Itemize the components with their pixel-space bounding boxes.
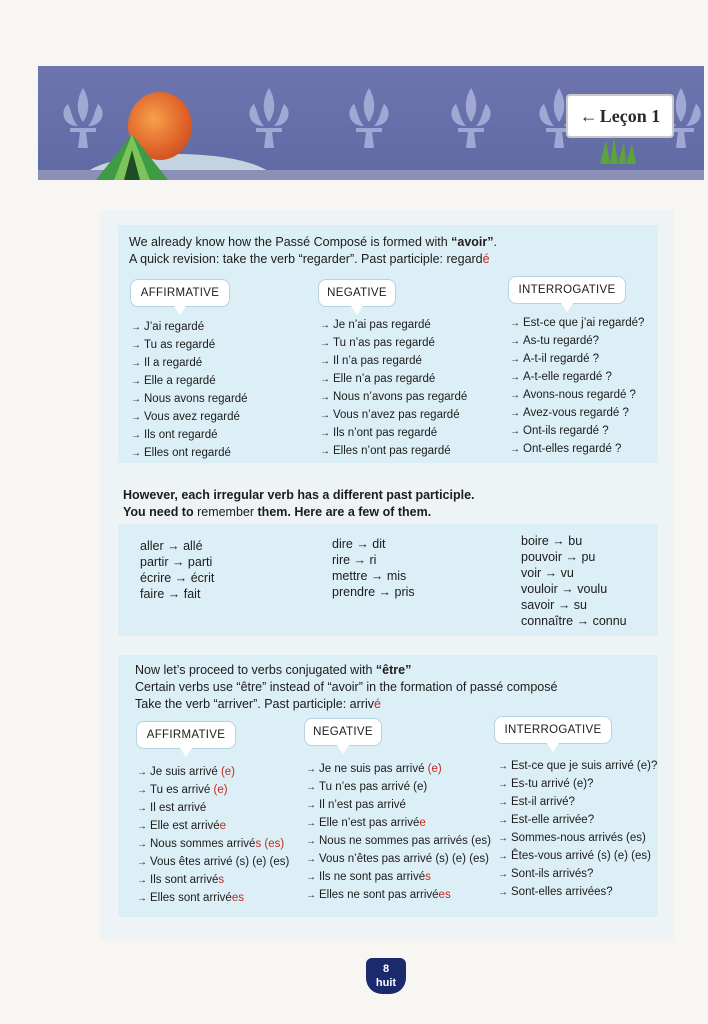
- conjugation-row: [320, 388, 467, 406]
- arrow-right-icon: →: [137, 875, 147, 886]
- conjugation-text: Elle n’a pas regardé: [333, 373, 436, 385]
- conjugation-text: Elles ont regardé: [144, 447, 231, 459]
- conjugation-row: [306, 868, 491, 886]
- conjugation-row: [498, 847, 657, 865]
- conjugation-row: [320, 370, 467, 388]
- irregular-heading: [123, 487, 475, 521]
- conjugation-text: Nous sommes arrivé: [150, 838, 256, 850]
- arrow-right-icon: →: [510, 372, 520, 383]
- conjugation-row: [137, 763, 289, 781]
- intro-bold: “être”: [375, 663, 412, 677]
- conjugation-row: [306, 814, 491, 832]
- participles-col-1: [140, 538, 214, 602]
- etre-affirmative-list: [137, 763, 289, 907]
- intro-text: Now let’s proceed to verbs conjugated with: [135, 663, 376, 677]
- participle-pair: faire → fait: [140, 587, 201, 601]
- conjugation-text: As-tu regardé?: [523, 335, 600, 347]
- arrow-right-icon: →: [137, 803, 147, 814]
- conjugation-row: [137, 871, 289, 889]
- conjugation-row: [131, 336, 248, 354]
- conjugation-text: Nous avons regardé: [144, 393, 248, 405]
- conjugation-row: [498, 829, 657, 847]
- arrow-right-icon: →: [320, 338, 330, 349]
- arrow-right-icon: →: [320, 374, 330, 385]
- arrow-right-icon: →: [510, 426, 520, 437]
- conjugation-text: Êtes-vous arrivé (s) (e) (es): [511, 850, 651, 862]
- conjugation-row: [320, 334, 467, 352]
- conjugation-text: Est-elle arrivée?: [511, 814, 595, 826]
- arrow-right-icon: →: [498, 761, 508, 772]
- conjugation-text: Elle est arrivé: [150, 820, 220, 832]
- conjugation-text: Je n’ai pas regardé: [333, 319, 431, 331]
- participle-pair: rire → ri: [332, 553, 377, 567]
- conjugation-text: Ils sont arrivé: [150, 874, 219, 886]
- arrow-right-icon: →: [320, 446, 330, 457]
- arrow-right-icon: →: [137, 785, 147, 796]
- agreement-ending: s: [218, 874, 225, 886]
- conjugation-row: [131, 390, 248, 408]
- conjugation-row: [320, 424, 467, 442]
- arrow-right-icon: →: [131, 340, 141, 351]
- conjugation-row: [306, 778, 491, 796]
- arrow-right-icon: →: [137, 839, 147, 850]
- conjugation-text: Tu es arrivé: [150, 784, 214, 796]
- conjugation-text: Avez-vous regardé ?: [523, 407, 629, 419]
- arrow-right-icon: →: [320, 392, 330, 403]
- heading-text: remember: [197, 505, 255, 519]
- conjugation-text: Es-tu arrivé (e)?: [511, 778, 594, 790]
- tent-icon: [92, 130, 172, 182]
- arrow-right-icon: →: [306, 836, 316, 847]
- arrow-right-icon: →: [498, 779, 508, 790]
- arrow-right-icon: →: [510, 336, 520, 347]
- heading-text: You need to: [123, 505, 198, 519]
- conjugation-row: [498, 793, 657, 811]
- participle-pair: boire → bu: [521, 534, 583, 548]
- conjugation-text: Elle n’est pas arrivé: [319, 817, 420, 829]
- conjugation-text: Elles ne sont pas arrivé: [319, 889, 439, 901]
- heading-line: However, each irregular verb has a different past participle.: [123, 488, 475, 502]
- conjugation-text: Tu n’es pas arrivé (e): [319, 781, 428, 793]
- arrow-right-icon: →: [131, 394, 141, 405]
- conjugation-row: [137, 835, 289, 853]
- arrow-right-icon: →: [320, 410, 330, 421]
- arrow-right-icon: →: [510, 318, 520, 329]
- arrow-right-icon: →: [306, 782, 316, 793]
- conjugation-row: [510, 368, 644, 386]
- conjugation-row: [510, 440, 644, 458]
- etre-intro: [135, 662, 557, 713]
- conjugation-text: A-t-il regardé ?: [523, 353, 600, 365]
- conjugation-text: Elles n’ont pas regardé: [333, 445, 451, 457]
- conjugation-text: Tu as regardé: [144, 339, 216, 351]
- conjugation-text: Sommes-nous arrivés (es): [511, 832, 646, 844]
- participle-pair: pouvoir → pu: [521, 550, 596, 564]
- conjugation-row: [306, 760, 491, 778]
- conjugation-row: [320, 352, 467, 370]
- arrow-right-icon: →: [137, 893, 147, 904]
- conjugation-row: [510, 332, 644, 350]
- conjugation-text: Est-ce que je suis arrivé (e)?: [511, 760, 658, 772]
- page-word: huit: [375, 977, 397, 989]
- arrow-right-icon: →: [131, 358, 141, 369]
- agreement-ending: s: [425, 871, 431, 883]
- conjugation-row: [510, 386, 644, 404]
- arrow-right-icon: →: [510, 354, 520, 365]
- arrow-right-icon: →: [498, 833, 508, 844]
- arrow-right-icon: →: [306, 890, 316, 901]
- arrow-right-icon: →: [498, 797, 508, 808]
- conjugation-row: [306, 886, 491, 904]
- arrow-right-icon: →: [510, 390, 520, 401]
- conjugation-text: Elle a regardé: [144, 375, 216, 387]
- conjugation-row: [510, 350, 644, 368]
- participle-ending: é: [482, 252, 490, 266]
- arrow-right-icon: →: [498, 815, 508, 826]
- conjugation-row: [131, 444, 248, 462]
- conjugation-text: Sont-elles arrivées?: [511, 886, 613, 898]
- fleur-de-lis-icon: [244, 86, 294, 156]
- etre-interrogative-list: [498, 757, 657, 901]
- conjugation-text: Tu n’as pas regardé: [333, 337, 435, 349]
- arrow-right-icon: →: [306, 764, 316, 775]
- arrow-right-icon: →: [498, 851, 508, 862]
- conjugation-row: [510, 314, 644, 332]
- agreement-ending: es: [438, 889, 451, 901]
- conjugation-row: [306, 796, 491, 814]
- conjugation-text: Je ne suis pas arrivé: [319, 763, 428, 775]
- conjugation-text: Ils n’ont pas regardé: [333, 427, 438, 439]
- avoir-affirmative-list: [131, 318, 248, 462]
- conjugation-text: Il n’a pas regardé: [333, 355, 422, 367]
- arrow-right-icon: →: [306, 872, 316, 883]
- avoir-negative-list: [320, 316, 467, 460]
- participle-pair: savoir → su: [521, 598, 587, 612]
- conjugation-row: [498, 811, 657, 829]
- participle-pair: mettre → mis: [332, 569, 407, 583]
- participle-pair: vouloir → voulu: [521, 582, 608, 596]
- participles-col-2: [332, 536, 415, 600]
- agreement-ending: (e): [213, 784, 228, 796]
- page-number: 8: [382, 963, 390, 975]
- arrow-right-icon: →: [137, 767, 147, 778]
- arrow-right-icon: →: [137, 857, 147, 868]
- agreement-ending: es: [231, 892, 244, 904]
- conjugation-row: [137, 817, 289, 835]
- interrogative-label: INTERROGATIVE: [494, 716, 612, 744]
- agreement-ending: e: [419, 817, 426, 829]
- participle-pair: voir → vu: [521, 566, 574, 580]
- lesson-title: Leçon 1: [599, 105, 661, 126]
- avoir-interrogative-list: [510, 314, 644, 458]
- conjugation-text: Est-ce que j’ai regardé?: [523, 317, 645, 329]
- arrow-right-icon: →: [320, 356, 330, 367]
- conjugation-text: J’ai regardé: [144, 321, 205, 333]
- conjugation-text: Je suis arrivé: [150, 766, 221, 778]
- conjugation-row: [137, 889, 289, 907]
- arrow-right-icon: →: [131, 322, 141, 333]
- arrow-right-icon: →: [320, 428, 330, 439]
- intro-bold: “avoir”: [451, 235, 494, 249]
- arrow-right-icon: →: [137, 821, 147, 832]
- arrow-right-icon: →: [306, 854, 316, 865]
- heading-text: them. Here are a few of them.: [254, 505, 432, 519]
- agreement-ending: s (es): [255, 838, 285, 850]
- arrow-right-icon: →: [131, 376, 141, 387]
- arrow-right-icon: →: [306, 818, 316, 829]
- conjugation-text: A-t-elle regardé ?: [523, 371, 612, 383]
- arrow-right-icon: →: [131, 430, 141, 441]
- agreement-ending: (e): [220, 766, 235, 778]
- arrow-right-icon: →: [131, 448, 141, 459]
- negative-label: NEGATIVE: [304, 718, 382, 746]
- page-number-badge: [366, 958, 406, 994]
- arrow-right-icon: →: [510, 444, 520, 455]
- participle-pair: dire → dit: [332, 537, 386, 551]
- conjugation-text: Elles sont arrivé: [150, 892, 232, 904]
- conjugation-text: Sont-ils arrivés?: [511, 868, 594, 880]
- conjugation-row: [137, 799, 289, 817]
- conjugation-text: Ont-ils regardé ?: [523, 425, 609, 437]
- conjugation-text: Ils ont regardé: [144, 429, 218, 441]
- conjugation-row: [131, 318, 248, 336]
- conjugation-text: Vous êtes arrivé (s) (e) (es): [150, 856, 290, 868]
- conjugation-row: [320, 316, 467, 334]
- conjugation-text: Ils ne sont pas arrivé: [319, 871, 426, 883]
- participle-pair: écrire → écrit: [140, 571, 215, 585]
- conjugation-text: Il a regardé: [144, 357, 203, 369]
- agreement-ending: (e): [427, 763, 442, 775]
- conjugation-row: [498, 865, 657, 883]
- affirmative-label: AFFIRMATIVE: [136, 721, 236, 749]
- arrow-right-icon: →: [131, 412, 141, 423]
- participle-pair: partir → parti: [140, 555, 213, 569]
- conjugation-row: [137, 781, 289, 799]
- fleur-de-lis-icon: [446, 86, 496, 156]
- participles-col-3: [521, 533, 627, 629]
- conjugation-text: Vous n’avez pas regardé: [333, 409, 460, 421]
- arrow-right-icon: →: [320, 320, 330, 331]
- intro-text: Certain verbs use “être” instead of “avoir” in the formation of passé composé: [135, 680, 558, 694]
- conjugation-row: [131, 408, 248, 426]
- intro-text: A quick revision: take the verb “regarder”. Past participle: regard: [129, 252, 483, 266]
- lesson-sign: [566, 94, 674, 138]
- conjugation-text: Ont-elles regardé ?: [523, 443, 622, 455]
- conjugation-row: [510, 422, 644, 440]
- participle-ending: é: [373, 697, 381, 711]
- arrow-right-icon: →: [510, 408, 520, 419]
- intro-text: We already know how the Passé Composé is formed with: [129, 235, 452, 249]
- conjugation-row: [320, 442, 467, 460]
- conjugation-text: Il n’est pas arrivé: [319, 799, 406, 811]
- fleur-de-lis-icon: [344, 86, 394, 156]
- conjugation-row: [306, 850, 491, 868]
- intro-text: Take the verb “arriver”. Past participle: arriv: [135, 697, 374, 711]
- conjugation-text: Il est arrivé: [150, 802, 207, 814]
- participle-pair: connaître → connu: [521, 614, 627, 628]
- conjugation-text: Est-il arrivé?: [511, 796, 575, 808]
- conjugation-text: Vous n’êtes pas arrivé (s) (e) (es): [319, 853, 490, 865]
- participle-pair: aller → allé: [140, 539, 203, 553]
- conjugation-row: [306, 832, 491, 850]
- conjugation-row: [498, 757, 657, 775]
- conjugation-text: Nous ne sommes pas arrivés (es): [319, 835, 491, 847]
- conjugation-text: Vous avez regardé: [144, 411, 240, 423]
- negative-label: NEGATIVE: [318, 279, 396, 307]
- conjugation-text: Nous n’avons pas regardé: [333, 391, 468, 403]
- etre-negative-list: [306, 760, 491, 904]
- arrow-right-icon: →: [498, 887, 508, 898]
- arrow-right-icon: →: [306, 800, 316, 811]
- arrow-right-icon: →: [498, 869, 508, 880]
- intro-text: .: [493, 235, 498, 249]
- affirmative-label: AFFIRMATIVE: [130, 279, 230, 307]
- avoir-intro: [129, 234, 497, 268]
- conjugation-row: [131, 354, 248, 372]
- conjugation-text: Avons-nous regardé ?: [523, 389, 636, 401]
- grass-icon: [598, 134, 638, 164]
- participle-pair: prendre → pris: [332, 585, 415, 599]
- conjugation-row: [498, 775, 657, 793]
- conjugation-row: [137, 853, 289, 871]
- arrow-left-icon: ←: [579, 105, 598, 126]
- agreement-ending: e: [219, 820, 227, 832]
- conjugation-row: [510, 404, 644, 422]
- conjugation-row: [498, 883, 657, 901]
- interrogative-label: INTERROGATIVE: [508, 276, 626, 304]
- conjugation-row: [131, 426, 248, 444]
- conjugation-row: [320, 406, 467, 424]
- conjugation-row: [131, 372, 248, 390]
